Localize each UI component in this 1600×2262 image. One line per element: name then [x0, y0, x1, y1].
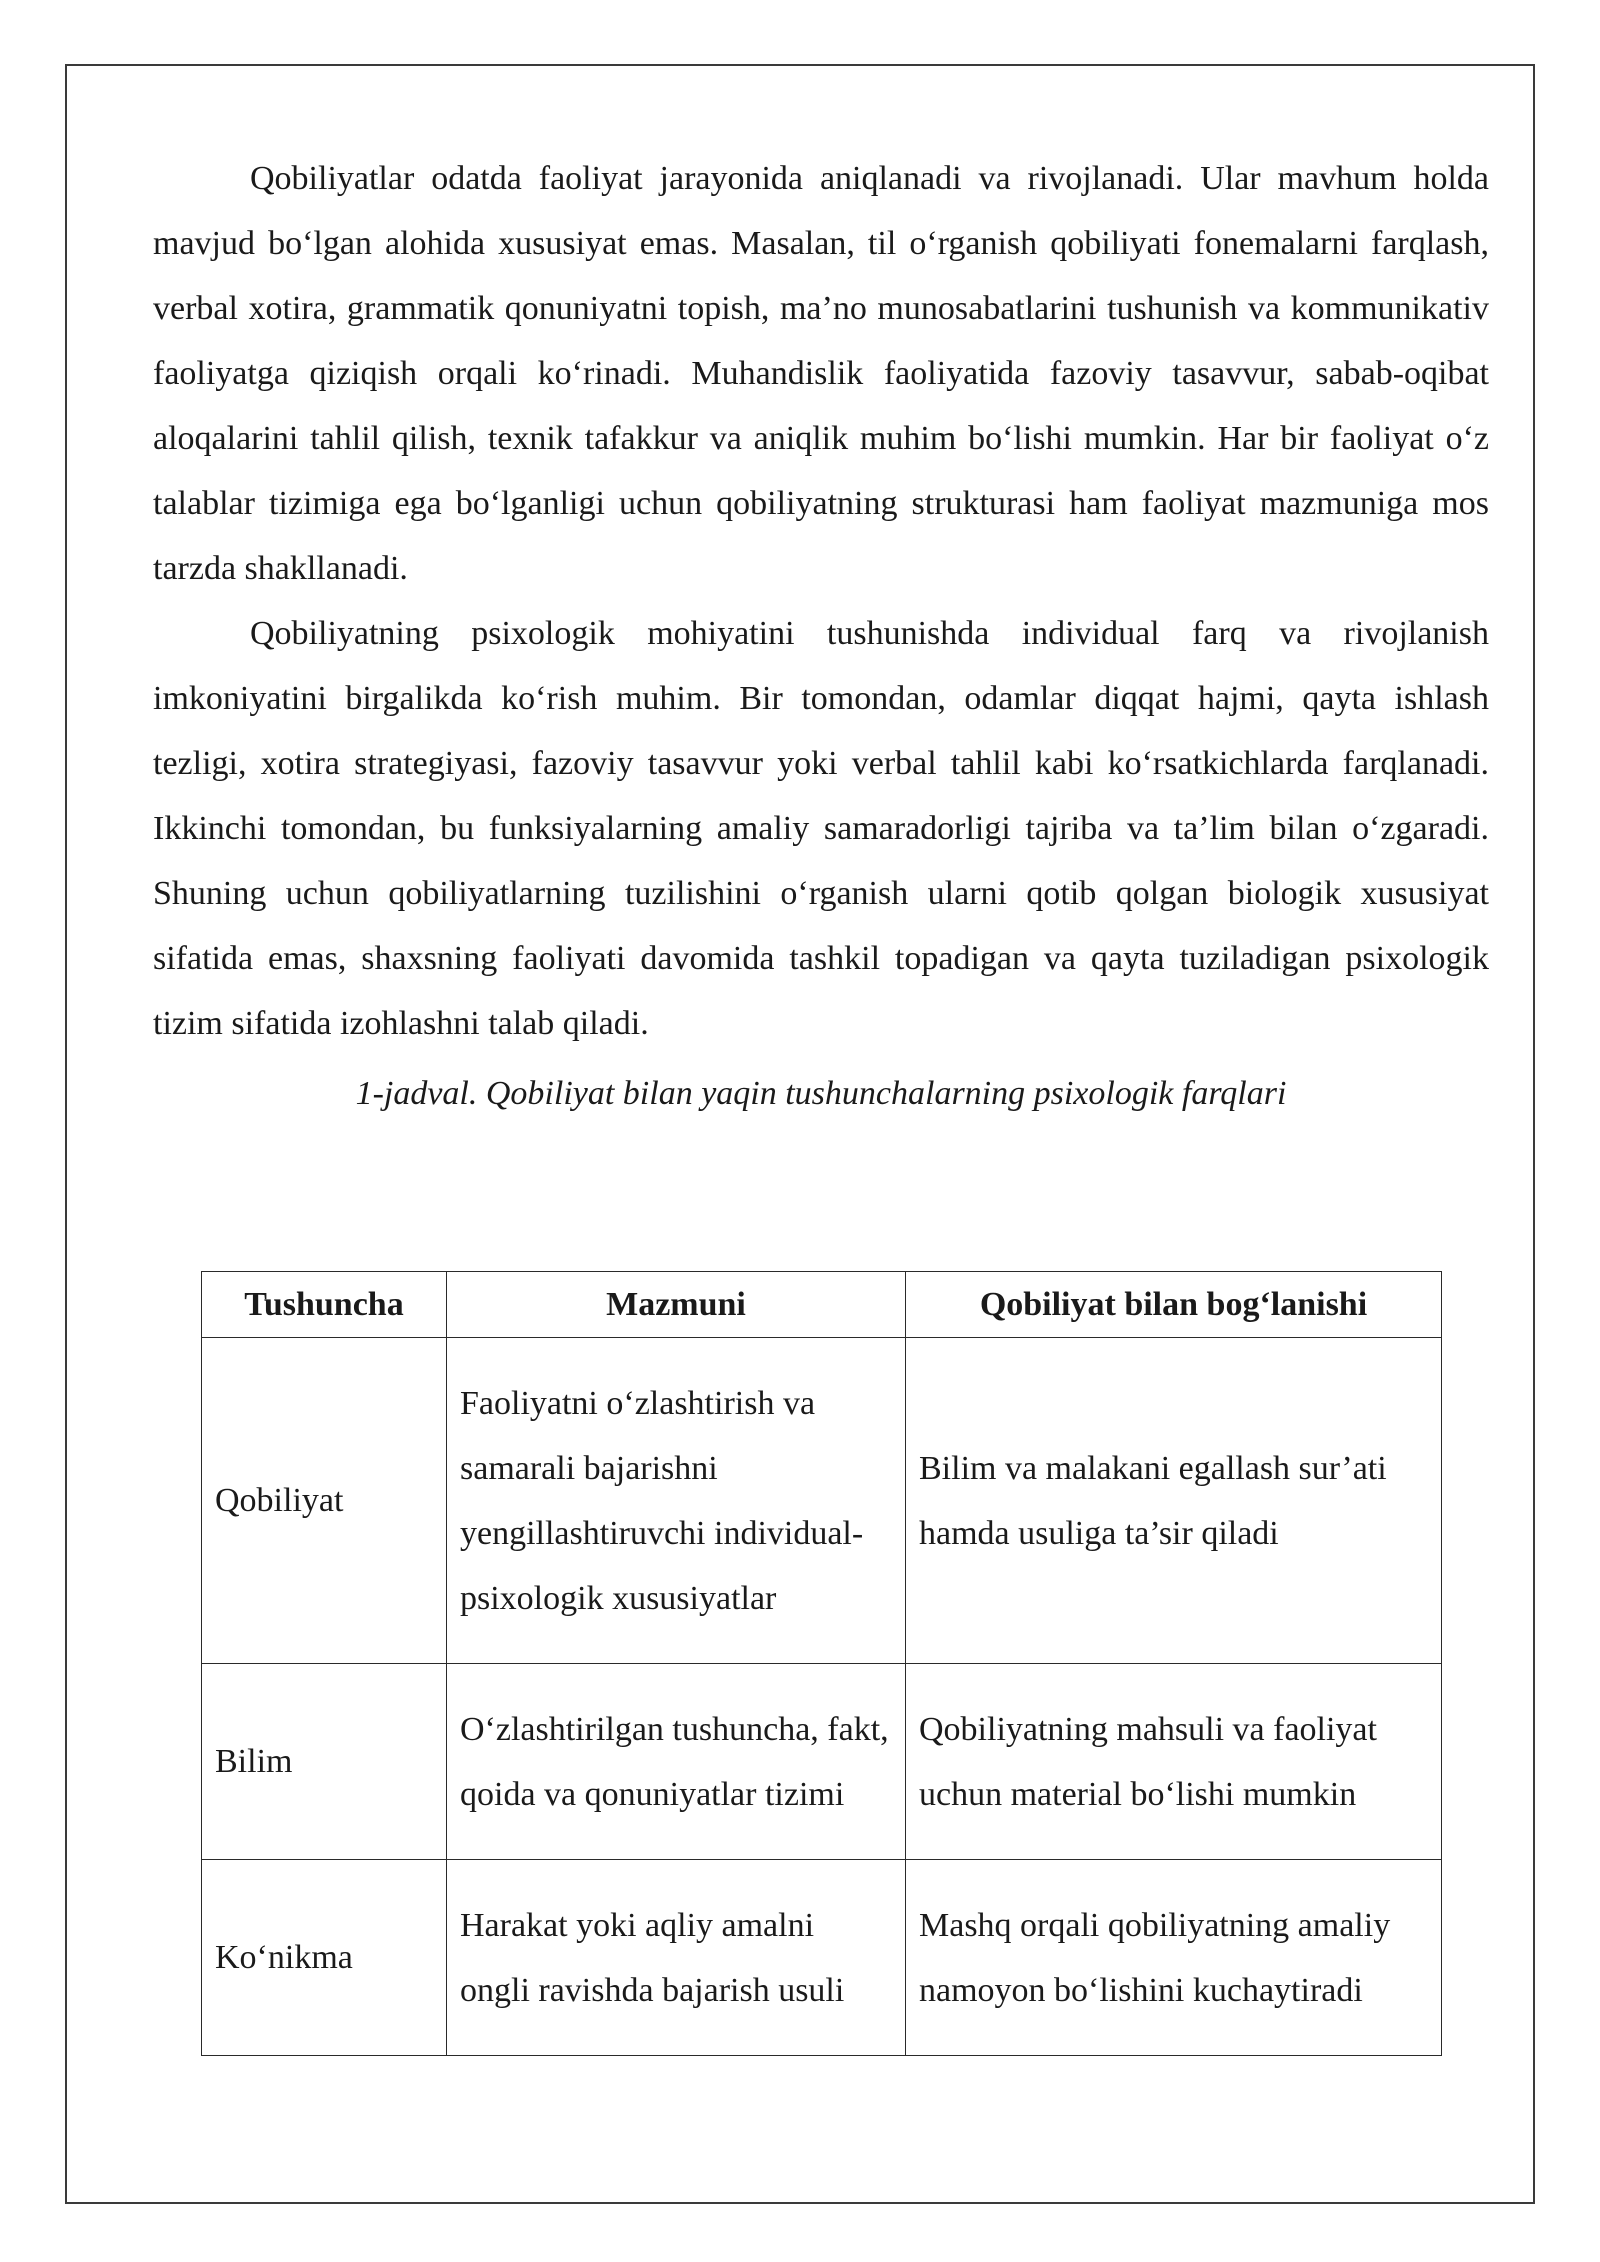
- paragraph-1: Qobiliyatlar odatda faoliyat jarayonida aniqlanadi va rivojlanadi. Ular mavhum holda mavjud bo‘lgan alohida xususiyat emas. Masalan, til o‘rganish qobiliyati fonemalarni farqlash, verbal xotira, grammatik qonuniyatni topish, ma’no munosabatlarini tushunish va kommunikativ faoliyatga qiziqish orqali ko‘rinadi. Muhandislik faoliyatida fazoviy tasavvur, sabab-oqibat aloqalarini tahlil qilish, texnik tafakkur va aniqlik muhim bo‘lishi mumkin. Har bir faoliyat o‘z talablar tizimiga ega bo‘lganligi uchun qobiliyatning strukturasi ham faoliyat mazmuniga mos tarzda shakllanadi.: [153, 160, 1489, 587]
- cell-concept: Qobiliyat: [202, 1338, 447, 1664]
- cell-concept: Bilim: [202, 1664, 447, 1860]
- table-header-row: [202, 1272, 1442, 1338]
- header-relation: Qobiliyat bilan bog‘lanishi: [906, 1272, 1442, 1338]
- concepts-table: [201, 1271, 1442, 2056]
- cell-relation: Mashq orqali qobiliyatning amaliy namoyon bo‘lishini kuchaytiradi: [906, 1860, 1442, 2056]
- header-content: Mazmuni: [447, 1272, 906, 1338]
- cell-content: Faoliyatni o‘zlashtirish va samarali bajarishni yengillashtiruvchi individual-psixologik xususiyatlar: [447, 1338, 906, 1664]
- header-concept: Tushuncha: [202, 1272, 447, 1338]
- table-row: [202, 1338, 1442, 1664]
- cell-concept: Ko‘nikma: [202, 1860, 447, 2056]
- cell-content: Harakat yoki aqliy amalni ongli ravishda bajarish usuli: [447, 1860, 906, 2056]
- table-row: [202, 1860, 1442, 2056]
- cell-relation: Qobiliyatning mahsuli va faoliyat uchun material bo‘lishi mumkin: [906, 1664, 1442, 1860]
- cell-relation: Bilim va malakani egallash sur’ati hamda usuliga ta’sir qiladi: [906, 1338, 1442, 1664]
- table-row: [202, 1664, 1442, 1860]
- cell-content: O‘zlashtirilgan tushuncha, fakt, qoida va qonuniyatlar tizimi: [447, 1664, 906, 1860]
- paragraph-2: Qobiliyatning psixologik mohiyatini tushunishda individual farq va rivojlanish imkoniyatini birgalikda ko‘rish muhim. Bir tomondan, odamlar diqqat hajmi, qayta ishlash tezligi, xotira strategiyasi, fazoviy tasavvur yoki verbal tahlil kabi ko‘rsatkichlarda farqlanadi. Ikkinchi tomondan, bu funksiyalarning amaliy samaradorligi tajriba va ta’lim bilan o‘zgaradi. Shuning uchun qobiliyatlarning tuzilishini o‘rganish ularni qotib qolgan biologik xususiyat sifatida emas, shaxsning faoliyati davomida tashkil topadigan va qayta tuziladigan psixologik tizim sifatida izohlashni talab qiladi.: [153, 615, 1489, 1042]
- table-caption: 1-jadval. Qobiliyat bilan yaqin tushunchalarning psixologik farqlari: [355, 1075, 1287, 1112]
- document-body: [153, 146, 1489, 1123]
